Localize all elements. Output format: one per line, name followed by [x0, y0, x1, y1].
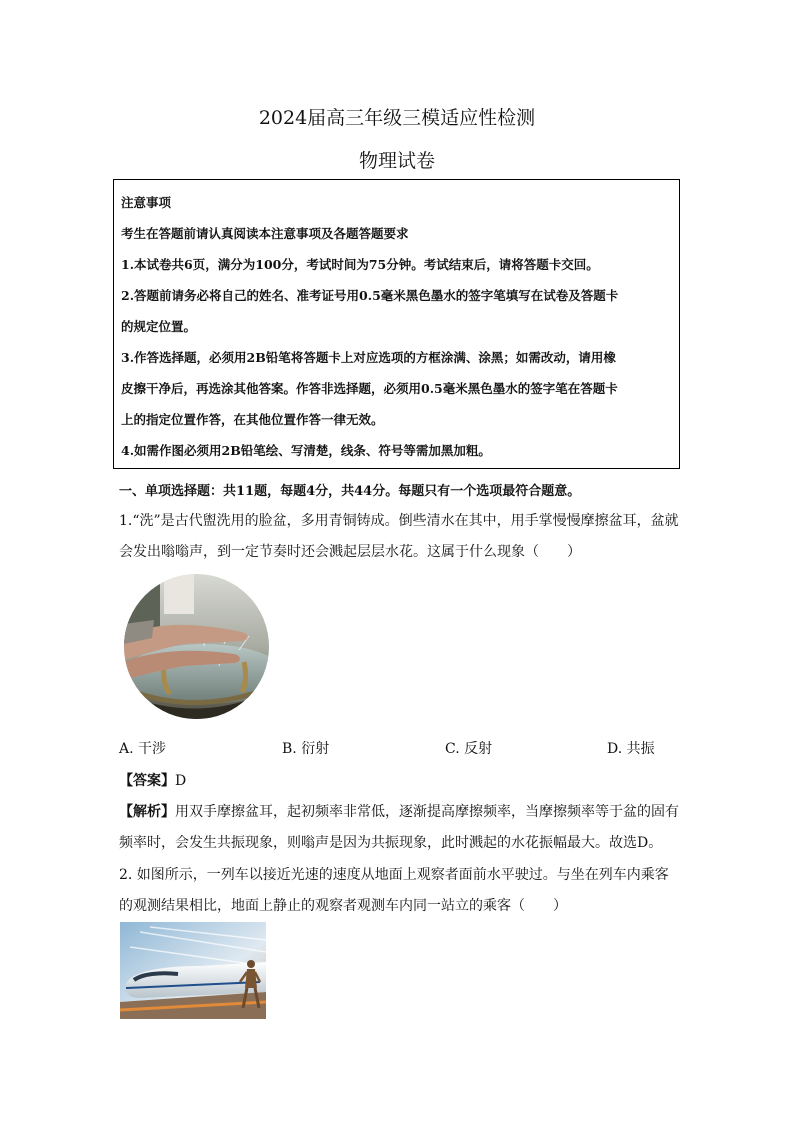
answer-value: D: [175, 773, 187, 789]
notice-line: 1.本试卷共6页，满分为100分，考试时间为75分钟。考试结束后，请将答题卡交回。: [121, 257, 599, 272]
question-1-line: 1.“洗”是古代盥洗用的脸盆，多用青铜铸成。倒些清水在其中，用手掌慢慢摩擦盆耳，盆就: [119, 513, 679, 529]
option-d: D. 共振: [607, 741, 655, 757]
notice-line: 2.答题前请务必将自己的姓名、准考证号用0.5毫米黑色墨水的签字笔填写在试卷及答题卡: [121, 288, 619, 303]
answer-line: [119, 770, 186, 790]
question-2-line: 2. 如图所示，一列车以接近光速的速度从地面上观察者面前水平驶过。与坐在列车内乘客: [119, 867, 669, 883]
notice-line: 3.作答选择题，必须用2B铅笔将答题卡上对应选项的方框涂满、涂黑；如需改动，请用橡: [121, 350, 616, 365]
section-header: 一、单项选择题：共11题，每题4分，共44分。每题只有一个选项最符合题意。: [119, 484, 581, 499]
exam-title: 2024届高三年级三模适应性检测: [258, 107, 536, 129]
notice-line: 4.如需作图必须用2B铅笔绘、写清楚，线条、符号等需加黑加粗。: [121, 443, 491, 458]
notice-line: 的规定位置。: [121, 319, 197, 334]
question-2-line: 的观测结果相比，地面上静止的观察者观测车内同一站立的乘客（ ）: [119, 898, 567, 914]
notice-line: 上的指定位置作答，在其他位置作答一律无效。: [121, 412, 384, 427]
basin-hands-photo: [124, 574, 269, 719]
notice-line: 考生在答题前请认真阅读本注意事项及各题答题要求: [121, 226, 409, 241]
option-a: A. 干涉: [119, 741, 167, 757]
notice-box: [113, 179, 680, 469]
notice-heading: 注意事项: [121, 195, 172, 210]
option-b: B. 衍射: [282, 741, 330, 757]
notice-line: 皮擦干净后，再选涂其他答案。作答非选择题，必须用0.5毫米黑色墨水的签字笔在答题卡: [121, 381, 618, 396]
analysis-label: 【解析】: [119, 804, 175, 820]
analysis-line: 频率时，会发生共振现象，则嗡声是因为共振现象，此时溅起的水花振幅最大。故选D。: [119, 835, 663, 851]
option-c: C. 反射: [445, 741, 493, 757]
analysis-line: [119, 801, 679, 821]
analysis-text: 用双手摩擦盆耳，起初频率非常低，逐渐提高摩擦频率，当摩擦频率等于盆的固有: [175, 804, 679, 820]
question-1-line: 会发出嗡嗡声，到一定节奏时还会溅起层层水花。这属于什么现象（ ）: [119, 544, 581, 560]
answer-label: 【答案】: [119, 773, 175, 789]
high-speed-train-photo: [120, 922, 266, 1019]
exam-subtitle: 物理试卷: [358, 150, 435, 172]
